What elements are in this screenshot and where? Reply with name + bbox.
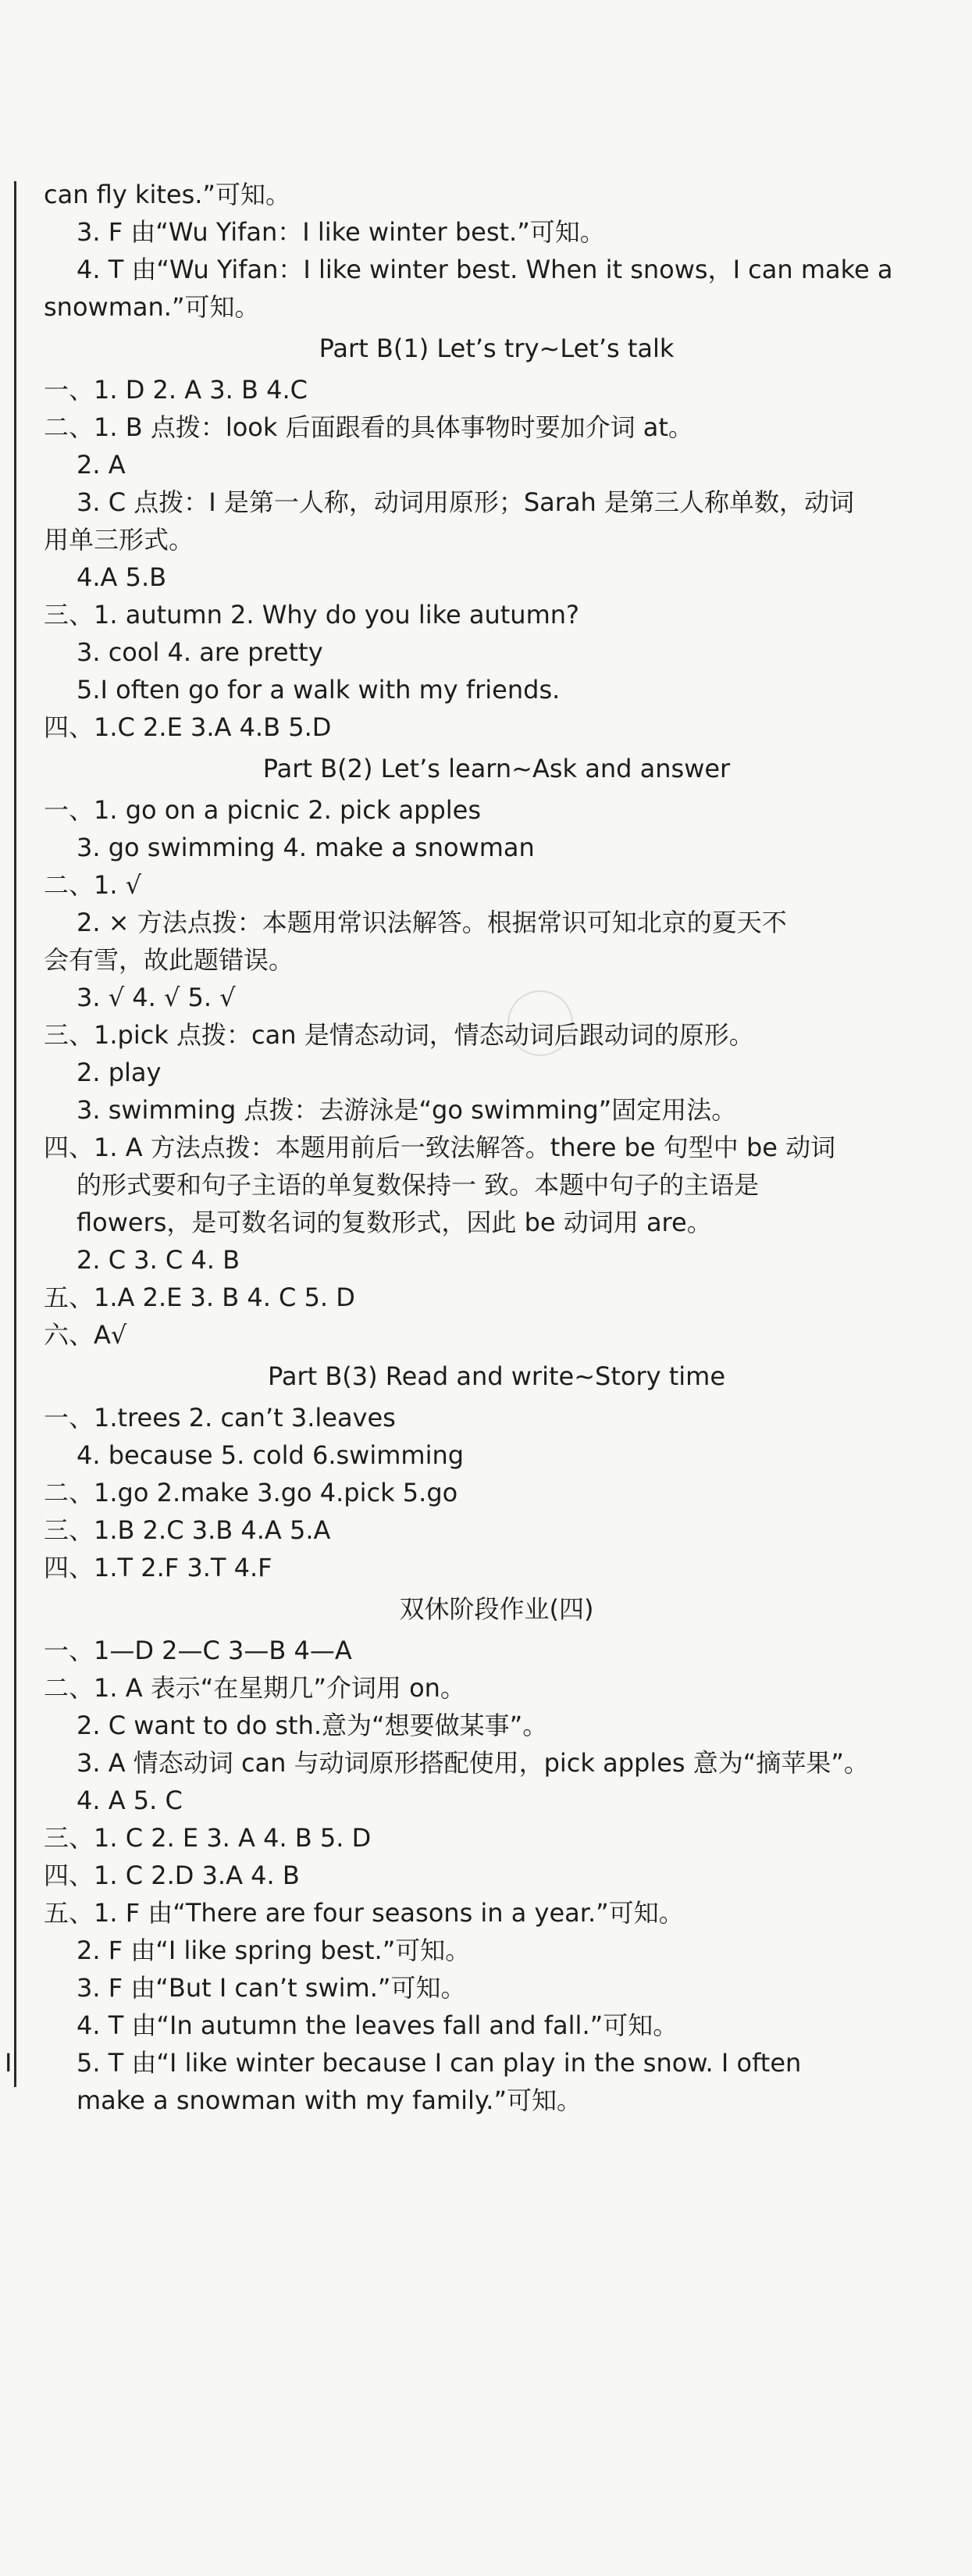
answer-line: make a snowman with my family.”可知。 — [77, 2085, 582, 2115]
answer-line: 2. play — [77, 1058, 162, 1087]
answer-line: 五、1.A 2.E 3. B 4. C 5. D — [44, 1283, 355, 1312]
answer-line: 3. C 点拨：I 是第一人称，动词用原形；Sarah 是第三人称单数，动词 — [77, 487, 854, 517]
section-heading: Part B(2) Let’s learn~Ask and answer — [262, 754, 731, 783]
answer-line: 一、1—D 2—C 3—B 4—A — [44, 1636, 352, 1665]
answer-line: 4. because 5. cold 6.swimming — [77, 1440, 465, 1470]
answer-line: 三、1.pick 点拨：can 是情态动词，情态动词后跟动词的原形。 — [44, 1020, 754, 1050]
answer-line: 2. C want to do sth.意为“想要做某事”。 — [77, 1711, 548, 1740]
answer-line: 一、1. go on a picnic 2. pick apples — [44, 795, 482, 825]
answer-line: 一、1.trees 2. can’t 3.leaves — [44, 1403, 396, 1432]
answer-line: 3. √ 4. √ 5. √ — [77, 983, 236, 1012]
answer-line: 会有雪，故此题错误。 — [44, 945, 294, 975]
answer-line: 4. T 由“In autumn the leaves fall and fall.”可知。 — [77, 2010, 678, 2040]
answer-line: 2. A — [77, 450, 126, 480]
answer-line: 3. go swimming 4. make a snowman — [77, 833, 535, 862]
answer-line: 4.A 5.B — [77, 562, 167, 592]
answer-line: 2. × 方法点拨：本题用常识法解答。根据常识可知北京的夏天不 — [77, 908, 787, 937]
section-heading: Part B(3) Read and write~Story time — [267, 1361, 725, 1391]
answer-line: 二、1. A 表示“在星期几”介词用 on。 — [44, 1673, 465, 1703]
answer-line: 二、1. √ — [44, 870, 142, 900]
answer-line: 3. swimming 点拨：去游泳是“go swimming”固定用法。 — [77, 1095, 737, 1125]
section-heading: Part B(1) Let’s try~Let’s talk — [319, 334, 675, 363]
answer-line: snowman.”可知。 — [44, 292, 260, 322]
answer-line: 3. F 由“Wu Yifan：I like winter best.”可知。 — [77, 217, 605, 247]
answer-line: can fly kites.”可知。 — [44, 180, 291, 209]
answer-line: 2. F 由“I like spring best.”可知。 — [77, 1936, 471, 1965]
answer-line: 的形式要和句子主语的单复数保持一 致。本题中句子的主语是 — [77, 1170, 760, 1200]
answer-line: 五、1. F 由“There are four seasons in a year.”可知。 — [44, 1898, 684, 1928]
answer-line: 四、1. A 方法点拨：本题用前后一致法解答。there be 句型中 be 动词 — [44, 1133, 836, 1162]
answer-line: 4. T 由“Wu Yifan：I like winter best. When it snows，I can make a — [77, 255, 893, 284]
answer-line: 三、1. autumn 2. Why do you like autumn? — [44, 600, 580, 630]
answer-line: 2. C 3. C 4. B — [77, 1245, 240, 1275]
answer-line: 二、1.go 2.make 3.go 4.pick 5.go — [44, 1478, 458, 1507]
answer-line: 5.I often go for a walk with my friends. — [77, 675, 561, 705]
answer-line: 四、1. C 2.D 3.A 4. B — [44, 1861, 300, 1890]
margin-rule — [14, 181, 16, 2087]
margin-mark: I — [5, 2048, 12, 2078]
answer-line: 3. cool 4. are pretty — [77, 637, 323, 667]
section-heading: 双休阶段作业(四) — [399, 1594, 594, 1624]
answer-line: 5. T 由“I like winter because I can play in the snow. I often — [77, 2048, 802, 2078]
answer-line: 四、1.T 2.F 3.T 4.F — [44, 1553, 272, 1582]
answer-line: flowers，是可数名词的复数形式，因此 be 动词用 are。 — [77, 1208, 712, 1237]
answer-line: 四、1.C 2.E 3.A 4.B 5.D — [44, 712, 332, 742]
answer-content — [44, 176, 949, 2119]
answer-line: 一、1. D 2. A 3. B 4.C — [44, 375, 308, 405]
answer-line: 3. F 由“But I can’t swim.”可知。 — [77, 1973, 466, 2003]
answer-line: 4. A 5. C — [77, 1786, 183, 1815]
answer-line: 二、1. B 点拨：look 后面跟看的具体事物时要加介词 at。 — [44, 412, 693, 442]
answer-line: 3. A 情态动词 can 与动词原形搭配使用，pick apples 意为“摘苹果”。 — [77, 1748, 869, 1778]
answer-line: 三、1. C 2. E 3. A 4. B 5. D — [44, 1823, 372, 1853]
answer-line: 用单三形式。 — [44, 525, 194, 555]
answer-line: 六、A√ — [44, 1320, 127, 1350]
answer-line: 三、1.B 2.C 3.B 4.A 5.A — [44, 1515, 331, 1545]
